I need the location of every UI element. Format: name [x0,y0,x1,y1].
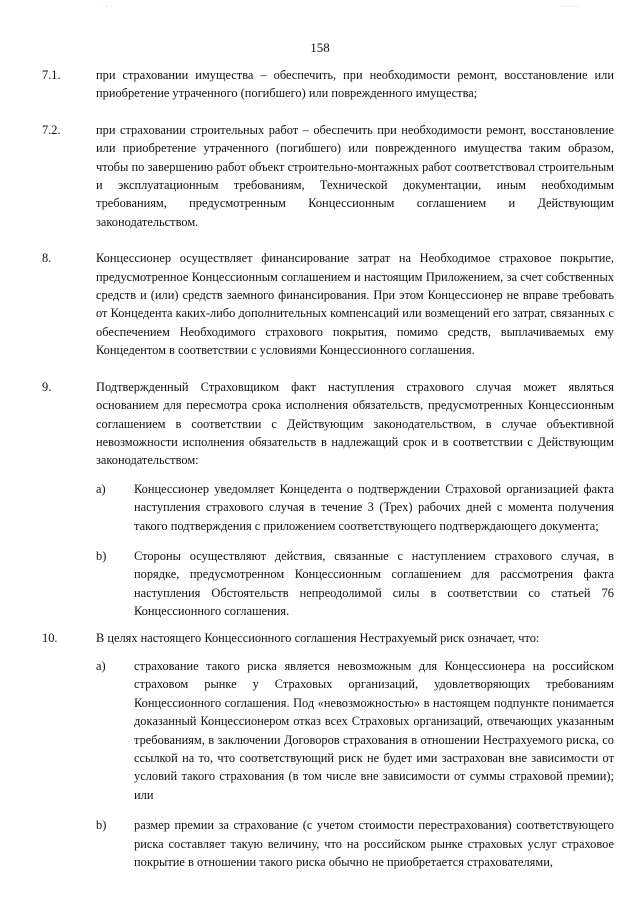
subclause-letter: a) [96,658,106,673]
subclause-text: Концессионер уведомляет Концедента о подтверждении Страховой организацией факта наступления страхового случая в течение 3 (Трех) рабочих дней с момента получения такого подтверждения с приложением соответствующего подтверждающего документа; [134,481,614,533]
subclause-10-a [96,657,614,804]
subclause-letter: b) [96,818,107,833]
subclause-text: страхование такого риска является невозможным для Концессионера на российском страховом рынке у Страховых организаций, удовлетворяющих требованиям Концессионного соглашения. Под «невозможностью» в настоящем подпункте понимается доказанный Концессионером отказ всех Страховых организаций, отвечающих указанным требованиям, в заключении Договоров страхования в отношении Нестрахуемого риска, со ссылкой на то, что соответствующий риск не будет ими застрахован вне зависимости от условий такого страхования (в том числе вне зависимости от суммы страховой премии); или [134,658,614,802]
scan-artifact: ······· [560,4,581,10]
clause-number: 8. [42,251,52,266]
subclause-9-a [96,480,614,535]
page-number: 158 [310,40,330,55]
subclause-text: Стороны осуществляют действия, связанные с наступлением страхового случая, в порядке, предусмотренном Концессионным соглашением для рассмотрения факта наступления Обстоятельств непреодолимой силы в соответствии со статьей 76 Концессионного соглашения. [134,548,614,619]
clause-number: 7.1. [42,68,61,82]
clause-text: Концессионер осуществляет финансирование затрат на Необходимое страховое покрытие, предусмотренное Концессионным соглашением и настоящим Приложением, за счет собственных средств и (или) средств заемного финансирования. При этом Концессионер не вправе требовать от Концедента каких-либо дополнительных компенсаций или возмещений его затрат, связанных с обеспечением Необходимого страхового покрытия, помимо средств, выплачиваемых ему Концедентом в соответствии с условиями Концессионного соглашения. [96,251,614,358]
subclause-text: размер премии за страхование (с учетом стоимости перестрахования) соответствующего риска составляет такую величину, что на российском рынке страховых услуг страховое покрытие в отношении такого риска обычно не приобретается страхователями, [134,818,614,870]
clause-number: 10. [42,630,58,645]
clause-number: 7.2. [42,122,61,137]
clause-8 [42,249,614,359]
scan-artifact: · · · [100,4,114,10]
clause-text: Подтвержденный Страховщиком факт наступления страхового случая может являться основанием для пересмотра срока исполнения обязательств, предусмотренных Концессионным соглашением в соответствии с Действующим законодательством, в случае объективной невозможности исполнения обязательств в надлежащий срок и в соответствии с Действующим законодательством: [96,379,614,468]
clause-text: В целях настоящего Концессионного соглашения Нестрахуемый риск означает, что: [96,630,540,645]
subclause-10-b [96,816,614,871]
clause-7-1 [42,66,614,103]
subclause-9-b [96,547,614,621]
clause-10 [42,629,614,647]
clause-text: при страховании имущества – обеспечить, при необходимости ремонт, восстановление или приобретение утраченного (погибшего) или поврежденного имущества; [96,68,614,101]
clause-number: 9. [42,379,52,394]
subclause-letter: a) [96,481,106,496]
document-body [42,66,614,883]
clause-text: при страховании строительных работ – обеспечить при необходимости ремонт, восстановление или приобретение утраченного (погибшего) или поврежденного имущества таким образом, чтобы по завершению работ объект строительно-монтажных работ соответствовал строительным и эксплуатационным требованиям, Технической документации, иным необходимым требованиям, предусмотренным Концессионным соглашением и Действующим законодательством. [96,122,614,229]
subclause-letter: b) [96,548,107,563]
clause-9 [42,378,614,470]
clause-7-2 [42,121,614,231]
